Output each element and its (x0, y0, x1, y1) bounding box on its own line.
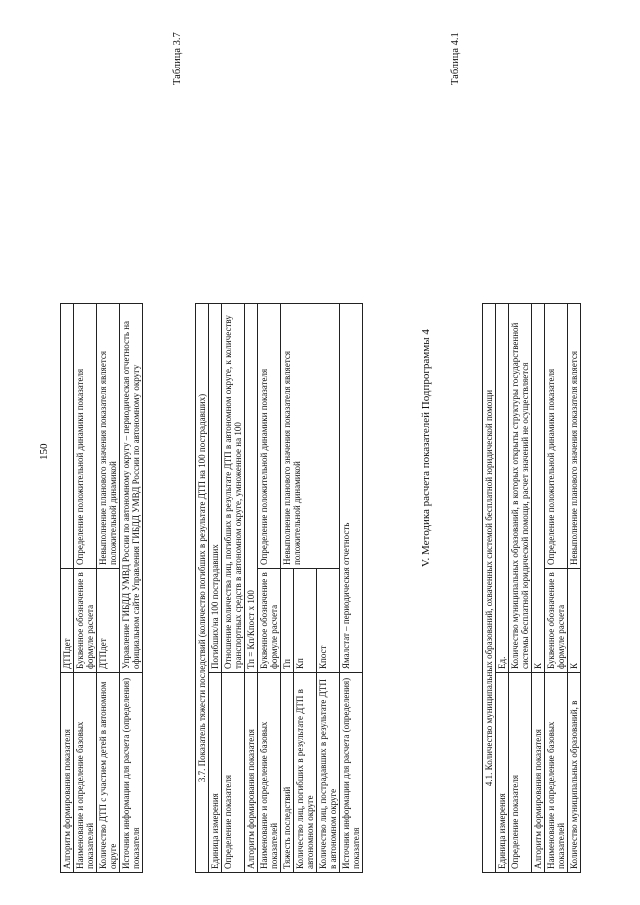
table-cell: К (532, 304, 545, 673)
table-cell: ДТПдет (61, 569, 74, 673)
table-cell: Ямалстат – периодическая отчетность (340, 304, 363, 673)
table-cell: Определение показателя (222, 673, 245, 873)
table-cell: Определение положительной динамики показателя (545, 304, 568, 569)
table-cell: Наименование и определение базовых показателей (545, 673, 568, 873)
table-cell: ДТПдет (97, 569, 120, 673)
table-row (545, 304, 568, 873)
table-row (340, 304, 363, 873)
table-row (509, 304, 532, 873)
table-row (496, 304, 509, 873)
table-cell: Погибших/на 100 пострадавших (209, 304, 222, 673)
table-cell: Единица измерения (209, 673, 222, 873)
table-cell: Единица измерения (496, 673, 509, 873)
table-cell: Тяжесть последствий (281, 673, 294, 873)
table-cell: Тп (281, 569, 294, 673)
table-row (209, 304, 222, 873)
table-row (483, 304, 496, 873)
table-header: 3.7. Показатель тяжести последствий (количество погибших в результате ДТП на 100 пострадавших) (196, 304, 209, 873)
table-cell: Кп (294, 569, 317, 673)
table-cell: Наименование и определение базовых показателей (74, 673, 97, 873)
table-cell: Алгоритм формирования показателя (245, 673, 258, 873)
table-cell: Количество муниципальных образований, в которых открыты структуры государственной системы бесплатной юридической помощи, расчет значений не осуществляется (509, 304, 532, 673)
page-number: 150 (38, 443, 50, 460)
table-cell: Количество ДТП с участием детей в автономном округе (97, 673, 120, 873)
table-cell: Алгоритм формирования показателя (61, 673, 74, 873)
table-row (61, 304, 74, 873)
table-header: 4.1. Количество муниципальных образований, охваченных системой бесплатной юридической помощи (483, 304, 496, 873)
table-caption: Таблица 4.1 (450, 32, 461, 85)
table-cell: Невыполнение планового значения показателя является положительной динамикой (281, 304, 340, 569)
table-cell: Определение показателя (509, 673, 532, 873)
table-cell: Невыполнение планового значения показателя является (568, 304, 581, 569)
table-3-7 (195, 303, 363, 873)
table-cell: Управление ГИБДД УМВД России по автономному округу – периодическая отчетность на официальном сайте Управления ГИБДД УМВД России по автономному округу (120, 304, 143, 673)
table-row (196, 304, 209, 873)
table-cell: Буквенное обозначение в формуле расчета (258, 569, 281, 673)
table-cell: Отношение количества лиц, погибших в результате ДТП в автономном округе, к количеству транспортных средств в автономном округе, умноженное на 100 (222, 304, 245, 673)
table-cell: Алгоритм формирования показателя (532, 673, 545, 873)
table-row (120, 304, 143, 873)
table-row (245, 304, 258, 873)
table-cell: Тп = Кп/Кпост х 100 (245, 304, 258, 673)
table-row (532, 304, 545, 873)
table-cell: Количество лиц, погибших в результате ДТП в автономном округе (294, 673, 317, 873)
table-4-1 (482, 303, 581, 873)
section-title: V. Методика расчета показателей Подпрограммы 4 (420, 329, 432, 567)
table-dtp-children (60, 303, 143, 873)
table-cell: Количество лиц, пострадавших в результате ДТП в автономном округе (317, 673, 340, 873)
table-row (568, 304, 581, 873)
table-cell: Кпост (317, 569, 340, 673)
table-cell: Определение положительной динамики показателя (258, 304, 281, 569)
table-cell: Определение положительной динамики показателя (74, 304, 97, 569)
table-cell: Наименование и определение базовых показателей (258, 673, 281, 873)
table-cell: Источник информации для расчета (определения) показателя (120, 673, 143, 873)
table-cell: Невыполнение планового значения показателя является положительной динамикой (97, 304, 120, 569)
table-cell: Количество муниципальных образований, в (568, 673, 581, 873)
table-cell: Буквенное обозначение в формуле расчета (74, 569, 97, 673)
table-cell: Ед. (496, 304, 509, 673)
table-cell (61, 304, 74, 569)
table-caption: Таблица 3.7 (172, 32, 183, 85)
table-row (258, 304, 281, 873)
table-cell: Источник информации для расчета (определения) показателя (340, 673, 363, 873)
table-cell: К (568, 569, 581, 673)
table-row (74, 304, 97, 873)
table-row (281, 304, 294, 873)
table-cell: Буквенное обозначение в формуле расчета (545, 569, 568, 673)
table-row (97, 304, 120, 873)
table-row (222, 304, 245, 873)
